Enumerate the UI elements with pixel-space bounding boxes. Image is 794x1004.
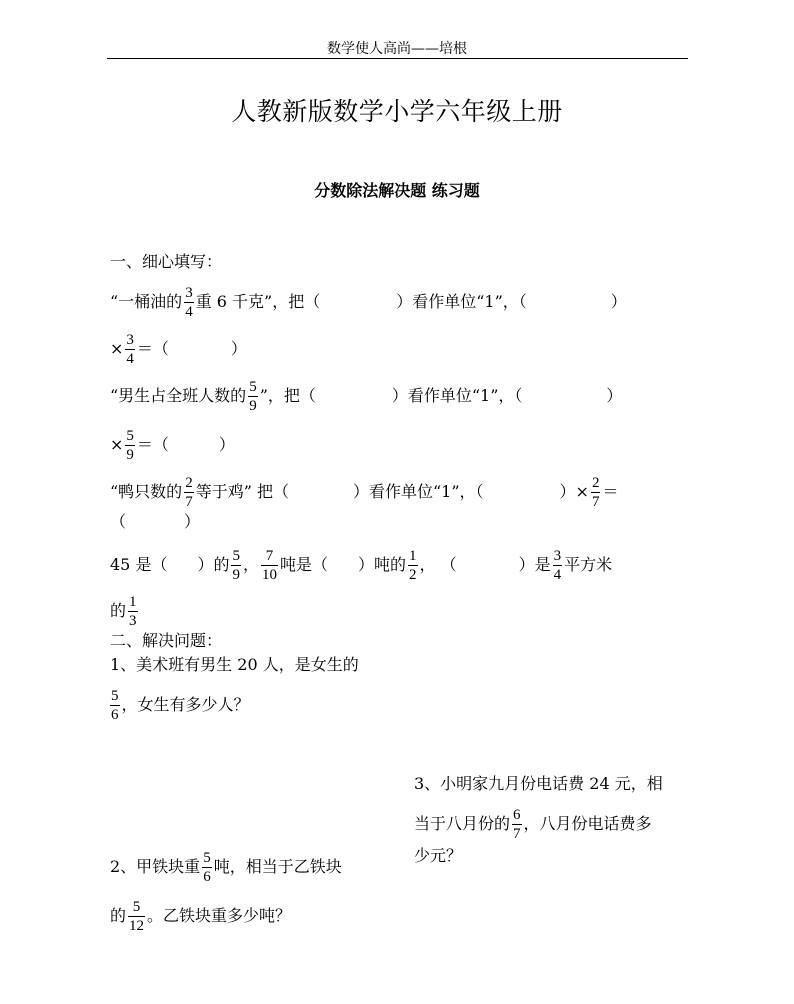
q2-text-c: ）看作单位“1”，（ (391, 386, 523, 405)
q4-text-a: 45 是（ (110, 555, 168, 574)
section2-heading: 二、解决问题： (110, 631, 223, 650)
q2-fraction-1: $\frac{5}{9}$ (249, 379, 257, 414)
q4-fraction-1: $\frac{5}{9}$ (232, 548, 240, 583)
q2-text-a: “男生占全班人数的 (110, 386, 247, 405)
q4-text-h: ）是 (518, 555, 551, 574)
problem1-fraction: $\frac{5}{6}$ (111, 688, 119, 723)
q4-fraction-3: $\frac{1}{2}$ (409, 548, 417, 583)
problem2-line2 (110, 898, 291, 935)
q4-fraction-4: $\frac{3}{4}$ (553, 548, 562, 583)
problem3-line1: 3、小明家九月份电话费 24 元，相 (414, 774, 663, 793)
problem2-text-c: 的 (110, 906, 127, 925)
header-rule (107, 58, 688, 59)
problem1-line1: 1、美术班有男生 20 人，是女生的 (110, 655, 359, 674)
q1-text-g: ＝（ (136, 339, 169, 358)
q4-text-i: 平方米 (564, 555, 613, 574)
q2-text-h: ） (218, 435, 235, 454)
problem3-text-c: ，八月份电话费多 (523, 814, 652, 833)
q4-line2 (110, 593, 140, 630)
q2-text-b: ”，把（ (259, 386, 316, 405)
problem3-line2 (414, 806, 652, 843)
page-title: 人教新版数学小学六年级上册 (231, 97, 563, 126)
q1-text-d: ） (610, 292, 627, 311)
q4-text-g: ， （ (419, 555, 457, 574)
q4-fraction-2: $\frac{7}{10}$ (261, 548, 277, 583)
problem2-fraction-1: $\frac{5}{6}$ (203, 850, 211, 885)
section1-heading: 一、细心填写： (110, 252, 223, 271)
q1-text-c: ）看作单位“1”，（ (396, 292, 527, 311)
q2-text-d: ） (606, 386, 623, 405)
problem1-line2 (110, 687, 250, 724)
q2-text-e: × (110, 435, 124, 454)
problem3-line3: 少元？ (414, 846, 463, 865)
q3-fraction-2: $\frac{2}{7}$ (591, 475, 600, 510)
page-subtitle: 分数除法解决题 练习题 (314, 181, 480, 200)
q4-text-b: ）的 (197, 555, 230, 574)
q1-line2 (110, 331, 247, 368)
q4-fraction-5: $\frac{1}{3}$ (129, 594, 137, 629)
q3-text-a: “鸭只数的 (110, 482, 183, 501)
q3-text-c: ）看作单位“1”，（ (352, 482, 484, 501)
page-header: 数学使人高尚——培根 (327, 41, 467, 57)
q1-text-b: 重 6 千克”，把（ (195, 292, 321, 311)
q1-fraction-1: $\frac{3}{4}$ (185, 285, 193, 320)
q3-fraction-1: $\frac{2}{7}$ (185, 475, 193, 510)
q3-text-b: 等于鸡” 把（ (195, 482, 289, 501)
q1-line1 (110, 284, 627, 321)
problem3-text-b: 当于八月份的 (414, 814, 511, 833)
q4-line1 (110, 547, 612, 584)
q2-line1 (110, 378, 622, 415)
q3-line2 (110, 512, 200, 532)
q4-text-j: 的 (110, 601, 127, 620)
q4-text-e: ）吨的 (358, 555, 407, 574)
problem2-fraction-2: $\frac{5}{12}$ (129, 899, 145, 934)
problem2-text-d: 。乙铁块重多少吨？ (147, 906, 292, 925)
q2-line2 (110, 427, 235, 464)
q3-text-g: （ (110, 512, 127, 531)
problem2-line1 (110, 849, 342, 886)
q4-text-c: ， (242, 555, 259, 574)
q2-text-g: ＝（ (136, 435, 169, 454)
problem2-text-a: 2、甲铁块重 (110, 857, 201, 876)
q1-text-a: “一桶油的 (110, 292, 183, 311)
q1-text-e: × (110, 339, 124, 358)
q1-fraction-2: $\frac{3}{4}$ (126, 332, 134, 367)
q2-fraction-2: $\frac{5}{9}$ (126, 428, 134, 463)
q3-text-h: ） (184, 512, 201, 531)
q4-text-d: 吨是（ (279, 555, 328, 574)
q3-text-e: ＝ (602, 482, 619, 501)
problem1-text-b: ，女生有多少人？ (121, 695, 250, 714)
q3-line1 (110, 474, 618, 511)
q1-text-h: ） (230, 339, 247, 358)
q3-text-d: ）× (559, 482, 589, 501)
problem3-fraction: $\frac{6}{7}$ (513, 807, 521, 842)
problem2-text-b: 吨，相当于乙铁块 (213, 857, 342, 876)
